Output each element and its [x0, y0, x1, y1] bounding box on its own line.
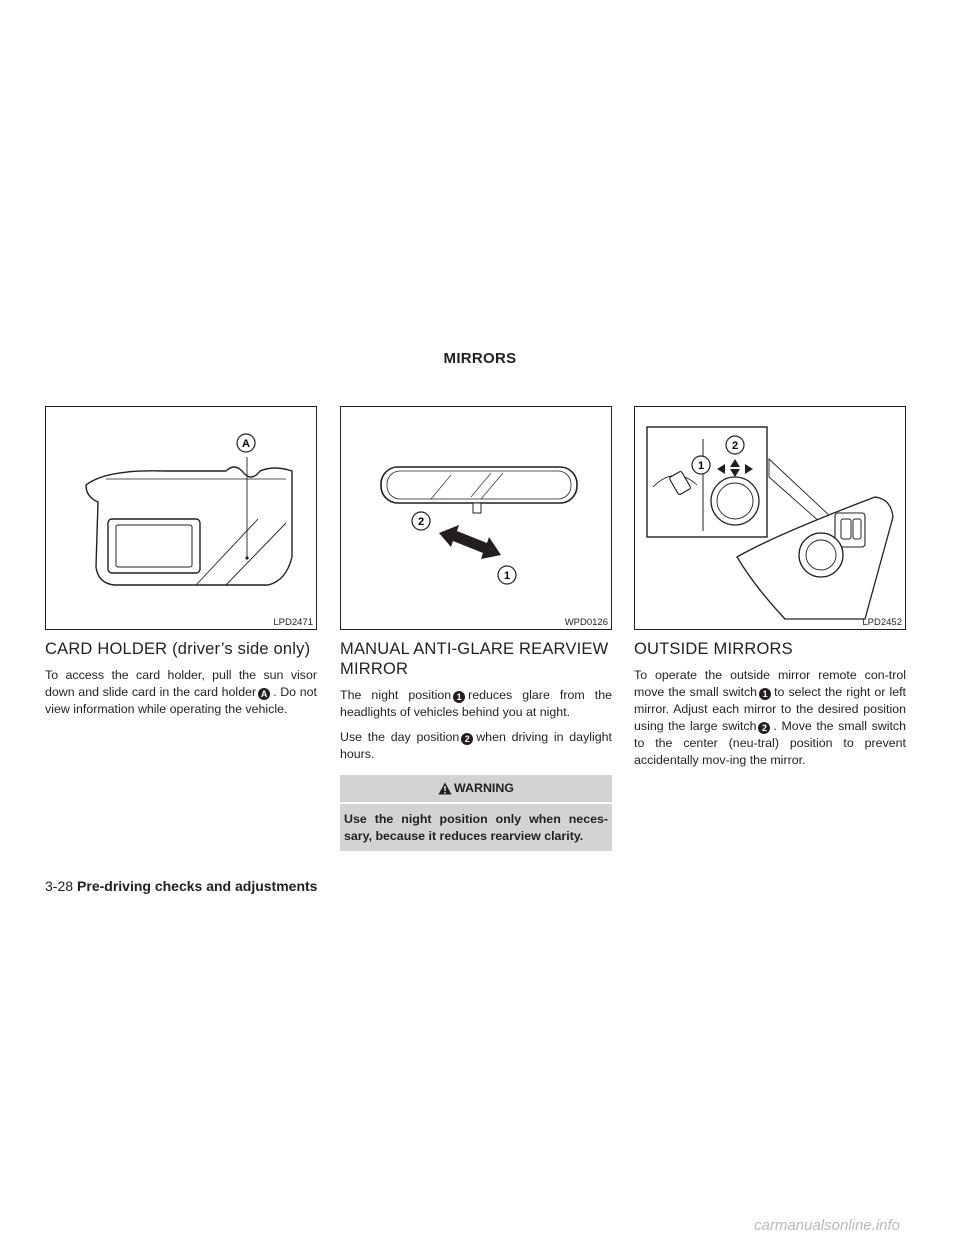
figure-code: LPD2452 [862, 617, 902, 628]
marker-1-icon: 1 [453, 691, 465, 703]
warning-title: WARNING [454, 781, 514, 795]
column-outside-mirrors [634, 406, 906, 777]
paragraph: The night position 1 reduces glare from the headlights of vehicles behind you at night. [340, 688, 613, 719]
figure-mirror-switch [634, 406, 906, 630]
figure-label-2: 2 [417, 516, 425, 528]
figure-rearview-mirror [340, 406, 612, 630]
figure-label-a: A [242, 438, 250, 450]
column-rearview-mirror [340, 406, 612, 851]
paragraph: To access the card holder, pull the sun visor down and slide card in the card holder A . Do not view information while operating the vehicle. [45, 668, 317, 716]
marker-2-icon: 2 [461, 733, 473, 745]
page-footer [45, 878, 317, 894]
marker-1-icon: 1 [759, 688, 771, 700]
watermark: carmanualsonline.info [754, 1217, 900, 1234]
sun-visor-illustration [46, 407, 316, 629]
figure-label-1: 1 [503, 570, 511, 582]
mirror-switch-illustration [635, 407, 905, 629]
paragraph: To operate the outside mirror remote con-trol move the small switch 1 to select the right or left mirror. Adjust each mirror to the desired position using the large switch 2 . Move the small switch to the center (neu-tral) position to prevent accidentally mov-ing the mirror. [634, 668, 906, 767]
figure-label-2: 2 [731, 440, 739, 452]
heading-outside-mirrors: OUTSIDE MIRRORS [634, 640, 793, 658]
figure-code: LPD2471 [273, 617, 313, 628]
paragraph: Use the day position 2 when driving in daylight hours. [340, 730, 612, 761]
warning-icon [438, 782, 452, 795]
page-number: 3-28 [45, 878, 74, 894]
rearview-mirror-illustration [341, 407, 611, 629]
section-title: MIRRORS [443, 350, 517, 367]
figure-code: WPD0126 [564, 617, 608, 628]
heading-rearview-mirror: MANUAL ANTI-GLARE REARVIEW MIRROR [340, 640, 609, 678]
chapter-title: Pre-driving checks and adjustments [77, 878, 318, 894]
warning-header [340, 775, 612, 804]
figure-sun-visor [45, 406, 317, 630]
warning-text: Use the night position only when neces-sary, because it reduces rearview clarity. [344, 812, 608, 843]
marker-2-icon: 2 [758, 722, 770, 734]
marker-a-icon: A [258, 688, 270, 700]
heading-card-holder: CARD HOLDER (driver’s side only) [45, 640, 311, 658]
column-card-holder [45, 406, 317, 726]
warning-box [340, 775, 612, 851]
figure-label-1: 1 [697, 460, 705, 472]
